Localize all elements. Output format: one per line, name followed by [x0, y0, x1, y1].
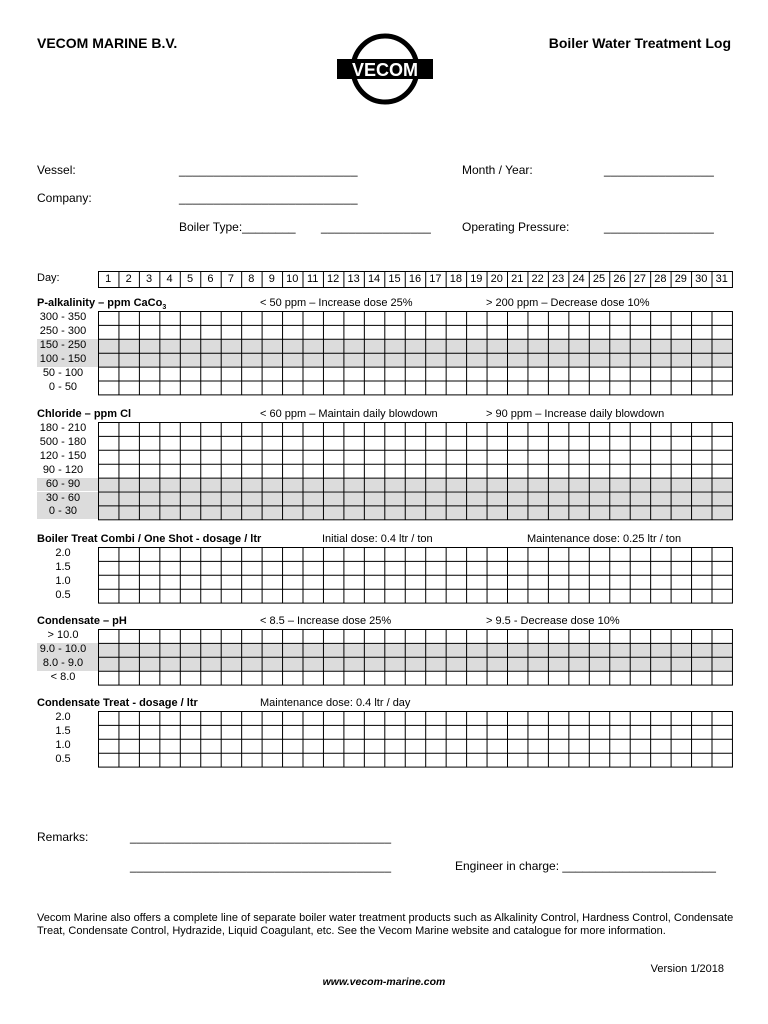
day-number: 13: [347, 273, 360, 285]
boiler-type-field[interactable]: Boiler Type:________: [179, 220, 296, 234]
remarks-label: Remarks:: [37, 830, 89, 844]
day-number: 17: [429, 273, 442, 285]
row-label: 8.0 - 9.0: [42, 656, 84, 669]
section-note: > 9.5 - Decrease dose 10%: [486, 615, 620, 627]
day-number: 3: [146, 273, 153, 285]
day-number: 15: [388, 273, 401, 285]
row-label: 0.5: [55, 752, 71, 765]
day-number: 11: [307, 273, 319, 285]
log-grid[interactable]: [98, 311, 733, 395]
remarks-field-1[interactable]: ______________________________________: [130, 830, 392, 844]
company-field[interactable]: __________________________: [179, 191, 358, 205]
row-label: 0 - 30: [48, 505, 78, 518]
section-title: [37, 615, 127, 627]
row-label: 500 - 180: [39, 435, 87, 448]
vessel-field[interactable]: __________________________: [179, 163, 358, 177]
company-name: VECOM MARINE B.V.: [37, 35, 178, 51]
row-label: 120 - 150: [39, 449, 87, 462]
document-title: Boiler Water Treatment Log: [548, 35, 731, 51]
day-number: 1: [105, 273, 112, 285]
log-grid[interactable]: [98, 629, 733, 686]
section-title-text: Condensate Treat - dosage / ltr: [37, 697, 198, 709]
log-grid[interactable]: [98, 547, 733, 604]
day-number: 21: [511, 273, 524, 285]
day-number: 29: [674, 273, 687, 285]
month-year-label: Month / Year:: [462, 163, 533, 177]
section-note: Initial dose: 0.4 ltr / ton: [322, 533, 433, 545]
section-title: [37, 697, 198, 709]
day-number: 2: [125, 273, 132, 285]
day-number: 14: [367, 273, 381, 285]
day-number: 9: [268, 273, 275, 285]
vessel-label: Vessel:: [37, 163, 76, 177]
row-label: 1.5: [55, 724, 71, 737]
version-label: Version 1/2018: [650, 963, 724, 975]
row-label: 90 - 120: [42, 463, 84, 476]
day-number: 25: [592, 273, 606, 285]
log-grid[interactable]: [98, 422, 733, 520]
row-label: 1.0: [55, 738, 71, 751]
row-label: 9.0 - 10.0: [39, 642, 87, 655]
row-label: 2.0: [55, 711, 71, 723]
day-number: 31: [715, 273, 728, 285]
day-number: 7: [227, 273, 234, 285]
log-grid[interactable]: [98, 711, 733, 768]
row-label: 2.0: [55, 547, 71, 559]
day-number: 8: [248, 273, 255, 285]
day-number: 23: [551, 273, 565, 285]
footer-text: Vecom Marine also offers a complete line of separate boiler water treatment products such as Alkalinity Control, Hardness Control, Condensate Treat, Condensate Control, Hydrazide, Liquid Coagulant, etc. See the Vecom Marine website and catalogue for more information.: [37, 912, 734, 937]
section-note: < 8.5 – Increase dose 25%: [260, 615, 392, 627]
website-link[interactable]: www.vecom-marine.com: [322, 976, 446, 988]
row-label: 30 - 60: [45, 491, 81, 504]
company-label: Company:: [37, 191, 92, 205]
row-label: 0 - 50: [48, 380, 78, 393]
row-label: > 10.0: [47, 629, 79, 641]
day-number: 20: [490, 273, 503, 285]
section-title: [37, 533, 261, 545]
day-label: Day:: [37, 272, 60, 284]
day-number: 10: [286, 273, 299, 285]
section-title-subscript: 3: [162, 304, 167, 312]
section-title: [37, 297, 166, 311]
logo-text: VECOM: [351, 60, 419, 80]
section-title-text: P-alkalinity – ppm CaCo: [37, 297, 163, 309]
section-note: Maintenance dose: 0.4 ltr / day: [260, 697, 411, 709]
engineer-in-charge-field[interactable]: Engineer in charge: _______________________: [455, 859, 716, 873]
vecom-logo: [336, 32, 434, 106]
section-title-text: Condensate – pH: [37, 615, 127, 627]
day-number: 28: [654, 273, 667, 285]
day-number: 19: [470, 273, 483, 285]
day-number: 30: [695, 273, 708, 285]
section-note: > 200 ppm – Decrease dose 10%: [486, 297, 650, 309]
section-note: Maintenance dose: 0.25 ltr / ton: [527, 533, 682, 545]
section-note: > 90 ppm – Increase daily blowdown: [486, 408, 665, 420]
row-label: 250 - 300: [39, 324, 87, 337]
row-label: < 8.0: [50, 670, 76, 683]
day-number: 6: [207, 273, 214, 285]
section-note: < 50 ppm – Increase dose 25%: [260, 297, 413, 309]
day-number: 5: [186, 273, 194, 285]
section-title-text: Boiler Treat Combi / One Shot - dosage / ltr: [37, 533, 262, 545]
remarks-field-2[interactable]: ______________________________________: [130, 859, 392, 873]
day-number: 4: [166, 273, 173, 285]
row-label: 180 - 210: [39, 422, 87, 434]
day-number: 27: [633, 273, 647, 285]
day-number: 24: [572, 273, 585, 285]
row-label: 150 - 250: [39, 338, 87, 351]
row-label: 1.5: [55, 560, 71, 573]
section-title-text: Chloride – ppm Cl: [37, 408, 132, 420]
row-label: 50 - 100: [42, 366, 84, 379]
day-number: 22: [531, 273, 544, 285]
month-year-field[interactable]: ________________: [604, 163, 714, 177]
row-label: 0.5: [55, 588, 71, 601]
day-number: 16: [408, 273, 422, 285]
row-label: 60 - 90: [45, 477, 81, 490]
day-number: 26: [613, 273, 626, 285]
row-label: 100 - 150: [39, 352, 87, 365]
row-label: 300 - 350: [39, 311, 87, 323]
boiler-type-extra-field[interactable]: ________________: [321, 220, 431, 234]
day-number: 12: [327, 273, 340, 285]
operating-pressure-field[interactable]: ________________: [604, 220, 714, 234]
section-title: [37, 408, 131, 420]
row-label: 1.0: [55, 574, 71, 587]
section-note: < 60 ppm – Maintain daily blowdown: [260, 408, 438, 420]
operating-pressure-label: Operating Pressure:: [462, 220, 570, 234]
day-number: 18: [449, 273, 462, 285]
